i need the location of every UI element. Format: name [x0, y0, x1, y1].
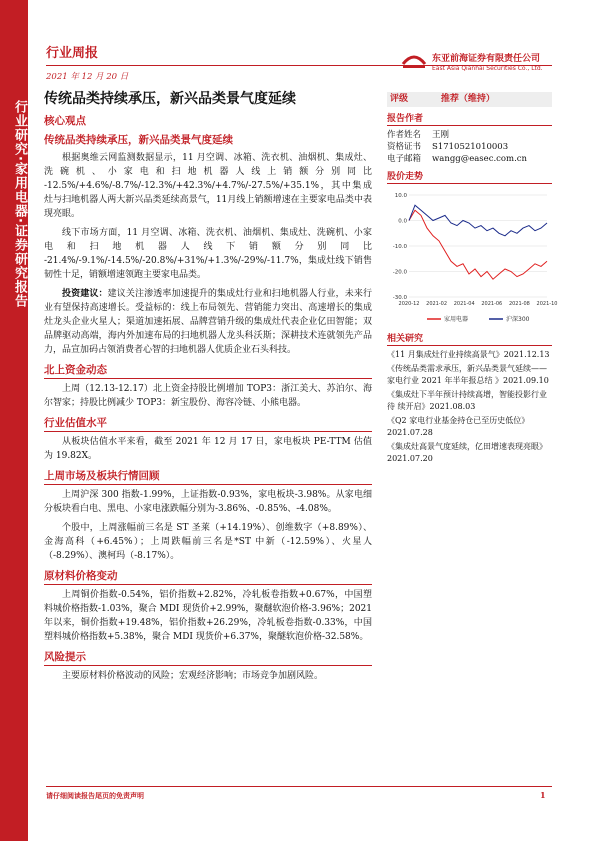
investment-label: 投资建议：	[62, 289, 108, 299]
risk-text: 主要原材料价格波动的风险；宏观经济影响；市场竞争加剧风险。	[62, 671, 324, 681]
related-item[interactable]: 《集成灶高景气度延续，亿田增速表现亮眼》2021.07.20	[387, 442, 547, 463]
section-risk: 风险提示	[44, 649, 372, 666]
x-tick-label: 2021-02	[426, 301, 448, 307]
related-list	[387, 349, 552, 465]
x-tick-label: 2021-06	[481, 301, 503, 307]
author-value: S1710521010003	[432, 142, 509, 152]
author-section: 报告作者	[387, 107, 552, 126]
trend-section: 股价走势	[387, 165, 552, 184]
north-text: 上周（12.13-12.17）北上资金持股比例增加 TOP3：浙江美大、苏泊尔、海尔智家；持股比例减少 TOP3：新宝股份、海容冷链、小熊电器。	[44, 384, 372, 408]
x-tick-label: 2021-10	[536, 301, 558, 307]
para-offline: 线下市场方面，11 月空调、冰箱、洗衣机、油烟机、集成灶、洗碗机、小家电和扫地机器人线下销额分别同比 -21.4%/-9.1%/-14.5%/-20.8%/+31%/+1.3%/-29%/-11.7%，集成灶线下销售韧性十足，销额增速领跑主要家电品类。	[44, 228, 372, 280]
section-valuation: 行业估值水平	[44, 415, 372, 432]
section-core: 核心观点	[44, 115, 86, 127]
x-tick-label: 2021-08	[508, 301, 530, 307]
sidebar-text: 行业研究·家用电器·证券研究报告	[12, 100, 27, 308]
page-number: 1	[540, 790, 546, 800]
market-text-1: 上周沪深 300 指数-1.99%，上证指数-0.93%，家电板块-3.98%。从家电细分板块看白电、黑电、小家电涨跌幅分别为-3.86%、-0.85%、-4.08%。	[44, 490, 372, 514]
x-tick-label: 2021-04	[453, 301, 475, 307]
company-name-cn: 东亚前海证券有限责任公司	[432, 54, 541, 64]
related-section: 相关研究	[387, 327, 552, 346]
y-tick-label: -20.0	[392, 269, 407, 276]
author-row	[387, 129, 552, 141]
rating-value: 推荐（维持）	[440, 94, 495, 104]
report-title: 传统品类持续承压，新兴品类景气度延续	[44, 91, 296, 107]
related-item[interactable]: 《11 月集成灶行业持续高景气》2021.12.13	[387, 350, 550, 359]
author-value[interactable]: wangg@easec.com.cn	[432, 154, 528, 164]
author-row	[387, 153, 552, 165]
author-row	[387, 141, 552, 153]
investment-text: 建议关注渗透率加速提升的集成灶行业和扫地机器人行业，未来行业有望保持高速增长。受益标的：线上布局领先、营销能力突出、高速增长的集成灶龙头企业火星人；渠道加速拓展、品牌营销升级的集成灶代表企业亿田智能；双品牌驱动高端，海内外加速布局的扫地机器人龙头科沃斯；深耕技术连就领先产品力，品宣加码占领消费者心智的扫地机器人优质企业石头科技。	[44, 289, 372, 355]
legend-label: 家用电器	[444, 316, 469, 323]
section-raw: 原材料价格变动	[44, 568, 372, 585]
raw-text: 上周铜价指数-0.54%，铝价指数+2.82%，冷轧板卷指数+0.67%，中国塑料城价格指数-1.03%，聚合 MDI 现货价+2.99%，聚醚软泡价格-3.96%；2021 年以来，铜价指数+19.48%，铝价指数+26.29%，冷轧板卷指数-0.33%，中国塑料城价格指数+5.38%，聚合 MDI 现货价+6.37%，聚醚软泡价格-32.58%。	[44, 590, 373, 642]
company-name-en: East Asia Qianhai Securities Co., Ltd.	[432, 65, 543, 72]
y-tick-label: 0.0	[398, 218, 407, 225]
valuation-text: 从板块估值水平来看，截至 2021 年 12 月 17 日，家电板块 PE-TTM 估值为 19.82X。	[44, 437, 372, 461]
related-item[interactable]: 《传统品类需求承压，新兴品类景气延续——家电行业 2021 年半年报总结 》2021.09.10	[387, 364, 549, 385]
author-rows	[387, 129, 552, 165]
related-item[interactable]: 《集成灶下半年预计持续高增，智能投影行业待 续开启》2021.08.03	[387, 390, 547, 411]
author-key: 资格证书	[387, 142, 422, 152]
para-investment	[44, 287, 372, 357]
report-date: 2021 年 12 月 20 日	[46, 72, 129, 82]
related-item[interactable]: 《Q2 家电行业基金持仓已至历史低位》2021.07.28	[387, 416, 530, 437]
section-market: 上周市场及板块行情回顾	[44, 468, 372, 485]
disclaimer: 请仔细阅读报告尾页的免责声明	[46, 792, 144, 800]
para-online: 根据奥维云网监测数据显示，11 月空调、冰箱、洗衣机、油烟机、集成灶、洗碗机、小家电和扫地机器人线上销额分别同比 -12.5%/+4.6%/-8.7%/-12.3%/+42.3%/+4.7%/-27.5%/+35.1%，其中集成灶与扫地机器人两大新兴品类延续高景气，11月线上销额增速在主要家电品类中表现亮眼。	[44, 153, 372, 219]
author-key: 电子邮箱	[387, 154, 422, 164]
main-column	[44, 88, 372, 688]
footer-divider	[46, 786, 552, 787]
sidebar	[0, 0, 28, 841]
core-subtitle: 传统品类持续承压，新兴品类景气度延续	[44, 134, 233, 146]
author-key: 作者姓名	[387, 130, 422, 140]
x-tick-label: 2020-12	[398, 301, 420, 307]
y-tick-label: -30.0	[392, 295, 407, 301]
section-north: 北上资金动态	[44, 362, 372, 379]
y-tick-label: 10.0	[394, 193, 407, 199]
right-column	[387, 92, 558, 467]
author-value: 王刚	[432, 130, 450, 140]
company-logo-icon	[400, 50, 428, 72]
y-tick-label: -10.0	[392, 244, 407, 250]
report-type: 行业周报	[46, 46, 99, 61]
rating-label: 评级	[390, 94, 409, 104]
market-text-2: 个股中，上周涨幅前三名是 ST 圣莱（+14.19%）、创维数字（+8.89%）、金海高科（+6.45%）；上周跌幅前三名是*ST 中新（-12.59%）、火星人（-8.29%）、澳柯玛（-8.17%）。	[44, 523, 372, 561]
rating-bar	[387, 92, 552, 107]
legend-label: 沪深300	[506, 316, 530, 323]
price-trend-chart	[387, 187, 558, 327]
